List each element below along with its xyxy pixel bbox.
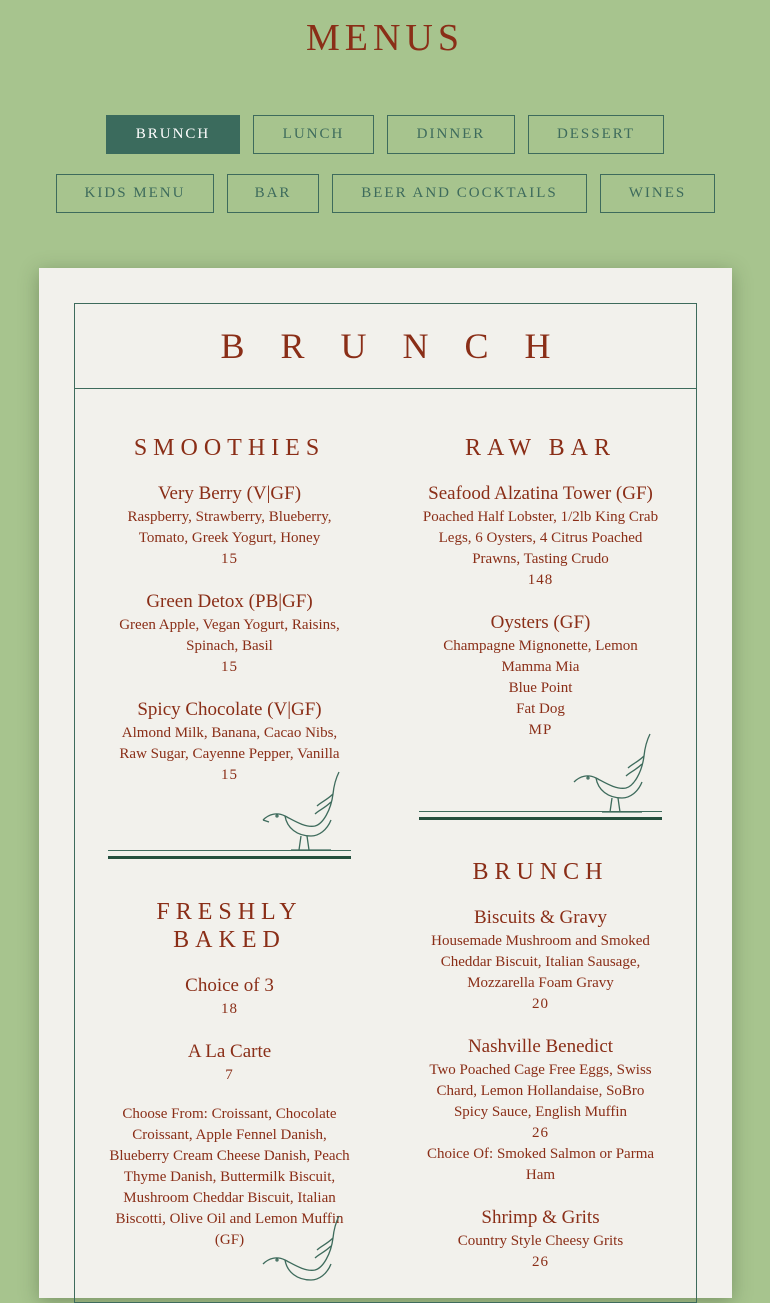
menu-item bbox=[108, 588, 351, 678]
divider bbox=[108, 856, 351, 859]
tab-beer-and-cocktails[interactable]: BEER AND COCKTAILS bbox=[332, 174, 587, 213]
item-price: 15 bbox=[221, 767, 238, 783]
menu-item bbox=[419, 609, 662, 741]
oyster-variety: Blue Point bbox=[508, 680, 573, 696]
tab-dinner[interactable]: DINNER bbox=[387, 115, 515, 154]
tab-brunch[interactable]: BRUNCH bbox=[106, 115, 240, 154]
item-desc: Raspberry, Strawberry, Blueberry, Tomato, Greek Yogurt, Honey bbox=[127, 509, 332, 546]
item-name: Choice of 3 bbox=[185, 975, 274, 996]
item-desc: Champagne Mignonette, Lemon bbox=[443, 638, 638, 654]
item-desc: Poached Half Lobster, 1/2lb King Crab Legs, 6 Oysters, 4 Citrus Poached Prawns, Tasting Crudo bbox=[422, 509, 659, 567]
item-name: Oysters (GF) bbox=[490, 612, 591, 633]
brunch-section bbox=[419, 858, 662, 1273]
menu-item bbox=[419, 1033, 662, 1186]
item-name: Shrimp & Grits bbox=[481, 1207, 600, 1228]
item-name: Very Berry (V|GF) bbox=[157, 483, 302, 504]
freshly-baked-section bbox=[108, 898, 351, 1251]
menu-item bbox=[108, 972, 351, 1020]
menu-item bbox=[419, 904, 662, 1015]
item-price: 15 bbox=[221, 659, 238, 675]
menu-card bbox=[39, 268, 732, 1298]
menu-item bbox=[419, 1204, 662, 1273]
item-price: 20 bbox=[532, 996, 549, 1012]
item-price: 26 bbox=[532, 1254, 549, 1270]
divider bbox=[108, 850, 351, 851]
tab-bar[interactable]: BAR bbox=[227, 174, 319, 213]
item-price: 15 bbox=[221, 551, 238, 567]
divider bbox=[419, 817, 662, 820]
menu-frame bbox=[74, 303, 697, 1303]
item-name: Seafood Alzatina Tower (GF) bbox=[428, 483, 653, 504]
menu-item bbox=[419, 480, 662, 591]
menu-item bbox=[108, 480, 351, 570]
item-price: 7 bbox=[225, 1067, 234, 1083]
item-name: Spicy Chocolate (V|GF) bbox=[137, 699, 322, 720]
section-heading-raw-bar: RAW BAR bbox=[465, 435, 616, 461]
item-desc: Green Apple, Vegan Yogurt, Raisins, Spinach, Basil bbox=[119, 617, 340, 654]
menu-title: BRUNCH bbox=[75, 304, 696, 389]
item-name: Nashville Benedict bbox=[467, 1036, 614, 1057]
tab-lunch[interactable]: LUNCH bbox=[253, 115, 374, 154]
item-desc: Housemade Mushroom and Smoked Cheddar Biscuit, Italian Sausage, Mozzarella Foam Gravy bbox=[431, 933, 650, 991]
section-heading-freshly-baked: FRESHLY BAKED bbox=[156, 899, 303, 953]
item-note: Choose From: Croissant, Chocolate Croissant, Apple Fennel Danish, Blueberry Cream Cheese Danish, Peach Thyme Danish, Buttermilk Biscuit, Mushroom Cheddar Biscuit, Italian Biscotti, Olive Oil and Lemon Muffin (GF) bbox=[109, 1106, 350, 1248]
bird-illustration-icon bbox=[261, 1214, 341, 1298]
item-name: Biscuits & Gravy bbox=[474, 907, 607, 928]
smoothies-section bbox=[108, 434, 351, 786]
tab-wines[interactable]: WINES bbox=[600, 174, 715, 213]
item-desc: Country Style Cheesy Grits bbox=[457, 1233, 624, 1249]
item-price: 26 bbox=[532, 1125, 549, 1141]
menu-item bbox=[108, 1038, 351, 1086]
item-name: A La Carte bbox=[187, 1041, 272, 1062]
oyster-variety: Fat Dog bbox=[516, 701, 565, 717]
page-title: MENUS bbox=[305, 17, 465, 59]
divider bbox=[419, 811, 662, 812]
raw-bar-section bbox=[419, 434, 662, 741]
tab-dessert[interactable]: DESSERT bbox=[528, 115, 664, 154]
item-desc: Two Poached Cage Free Eggs, Swiss Chard, Lemon Hollandaise, SoBro Spicy Sauce, English Muffin bbox=[429, 1062, 652, 1120]
item-choice: Choice Of: Smoked Salmon or Parma Ham bbox=[426, 1146, 655, 1183]
oyster-variety: Mamma Mia bbox=[501, 659, 580, 675]
section-heading-smoothies: SMOOTHIES bbox=[133, 435, 326, 461]
bird-illustration-icon bbox=[261, 770, 341, 854]
bird-illustration-icon bbox=[572, 732, 652, 816]
item-name: Green Detox (PB|GF) bbox=[146, 591, 313, 612]
item-desc: Almond Milk, Banana, Cacao Nibs, Raw Sugar, Cayenne Pepper, Vanilla bbox=[119, 725, 340, 762]
section-heading-brunch: BRUNCH bbox=[472, 859, 609, 885]
item-price: 148 bbox=[527, 572, 554, 588]
item-price: MP bbox=[528, 722, 553, 738]
tab-kids-menu[interactable]: KIDS MENU bbox=[56, 174, 214, 213]
item-price: 18 bbox=[221, 1001, 238, 1017]
